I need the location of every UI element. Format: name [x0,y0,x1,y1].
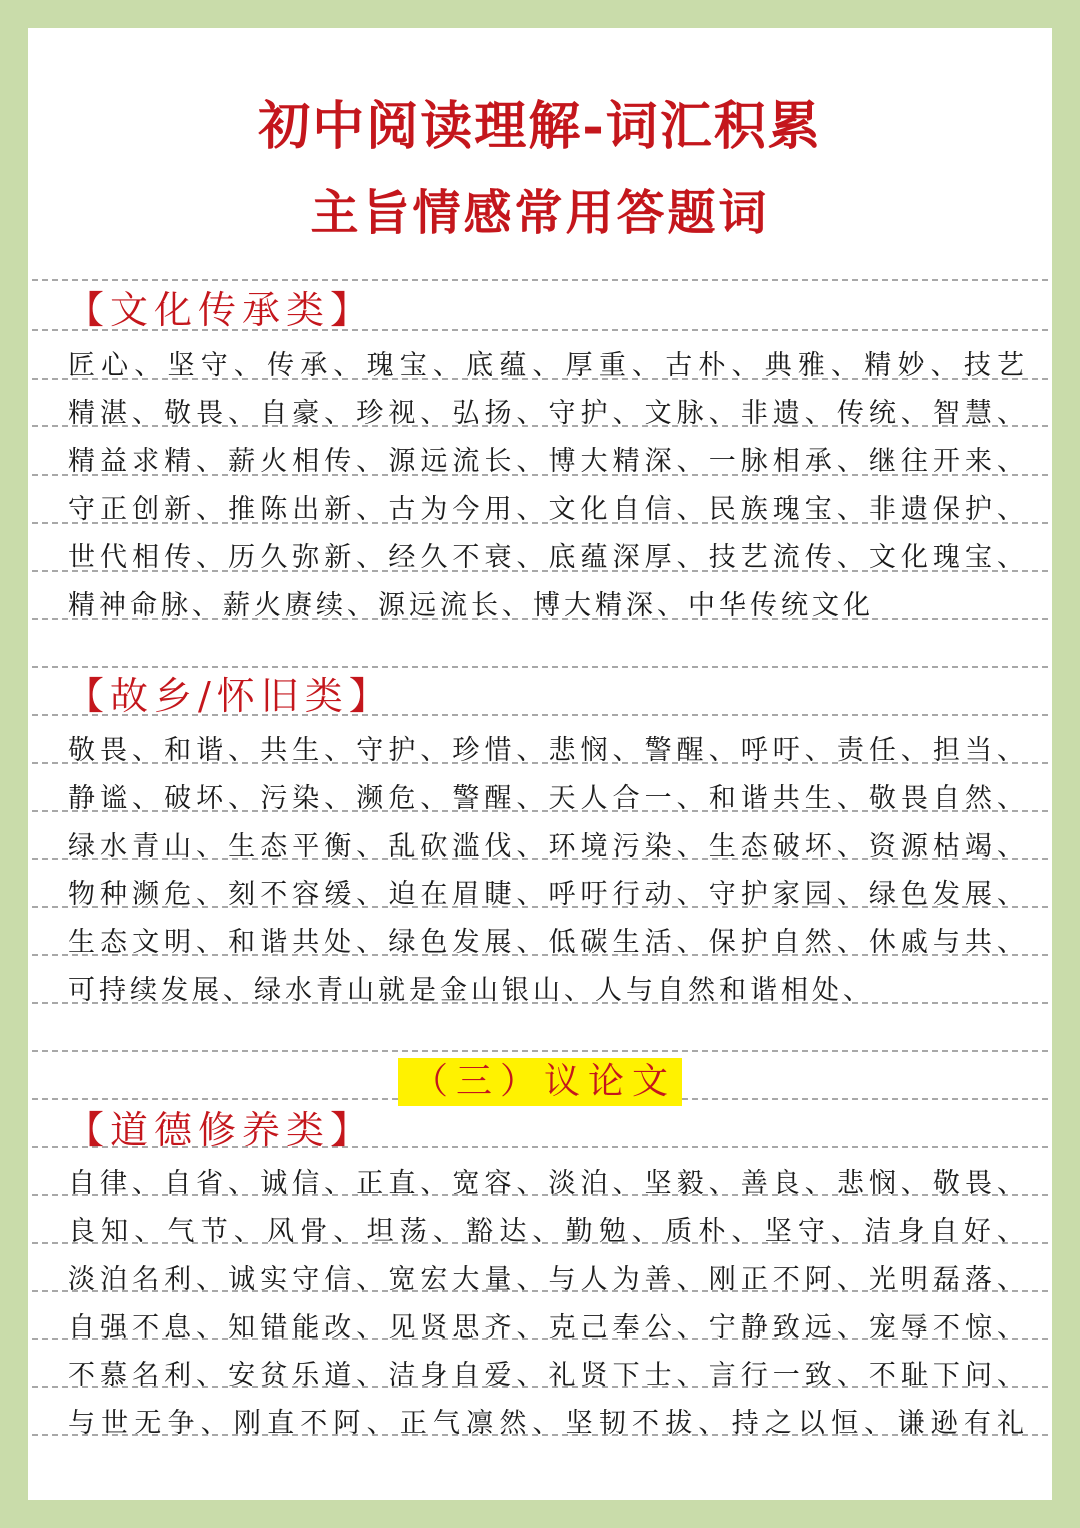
subheading-argumentative [28,1058,1052,1112]
section-heading-culture: 【文化传承类】 [66,288,375,332]
word-line: 物种濒危、刻不容缓、迫在眉睫、呼吁行动、守护家园、绿色发展、 [68,879,1028,910]
word-line: 良知、气节、风骨、坦荡、豁达、勤勉、质朴、坚守、洁身自好、 [68,1216,1028,1247]
page-subtitle: 主旨情感常用答题词 [310,185,770,241]
rule-line [32,279,1048,281]
word-line: 不慕名利、安贫乐道、洁身自爱、礼贤下士、言行一致、不耻下问、 [68,1360,1028,1391]
word-line: 可持续发展、绿水青山就是金山银山、人与自然和谐相处、 [68,975,874,1006]
section-heading-morality: 【道德修养类】 [66,1108,375,1152]
word-line: 精湛、敬畏、自豪、珍视、弘扬、守护、文脉、非遗、传统、智慧、 [68,398,1028,429]
rule-line [32,666,1048,668]
word-line: 绿水青山、生态平衡、乱砍滥伐、环境污染、生态破坏、资源枯竭、 [68,831,1028,862]
page-title: 初中阅读理解-词汇积累 [258,96,822,157]
word-line: 自强不息、知错能改、见贤思齐、克己奉公、宁静致远、宠辱不惊、 [68,1312,1028,1343]
word-line: 与世无争、刚直不阿、正气凛然、坚韧不拔、持之以恒、谦逊有礼 [68,1408,1028,1439]
word-line: 匠心、坚守、传承、瑰宝、底蕴、厚重、古朴、典雅、精妙、技艺 [68,350,1028,381]
word-line: 守正创新、推陈出新、古为今用、文化自信、民族瑰宝、非遗保护、 [68,494,1028,525]
word-line: 生态文明、和谐共处、绿色发展、低碳生活、保护自然、休戚与共、 [68,927,1028,958]
section-heading-hometown: 【故乡/怀旧类】 [66,674,393,718]
word-line: 精益求精、薪火相传、源远流长、博大精深、一脉相承、继往开来、 [68,446,1028,477]
word-line: 淡泊名利、诚实守信、宽宏大量、与人为善、刚正不阿、光明磊落、 [68,1264,1028,1295]
highlighted-subheading: （三）议论文 [398,1058,682,1106]
worksheet-page [28,28,1052,1500]
word-line: 自律、自省、诚信、正直、宽容、淡泊、坚毅、善良、悲悯、敬畏、 [68,1168,1028,1199]
word-line: 静谧、破坏、污染、濒危、警醒、天人合一、和谐共生、敬畏自然、 [68,783,1028,814]
rule-line [32,1050,1048,1052]
word-line: 世代相传、历久弥新、经久不衰、底蕴深厚、技艺流传、文化瑰宝、 [68,542,1028,573]
word-line: 敬畏、和谐、共生、守护、珍惜、悲悯、警醒、呼吁、责任、担当、 [68,735,1028,766]
word-line: 精神命脉、薪火赓续、源远流长、博大精深、中华传统文化 [68,590,874,621]
